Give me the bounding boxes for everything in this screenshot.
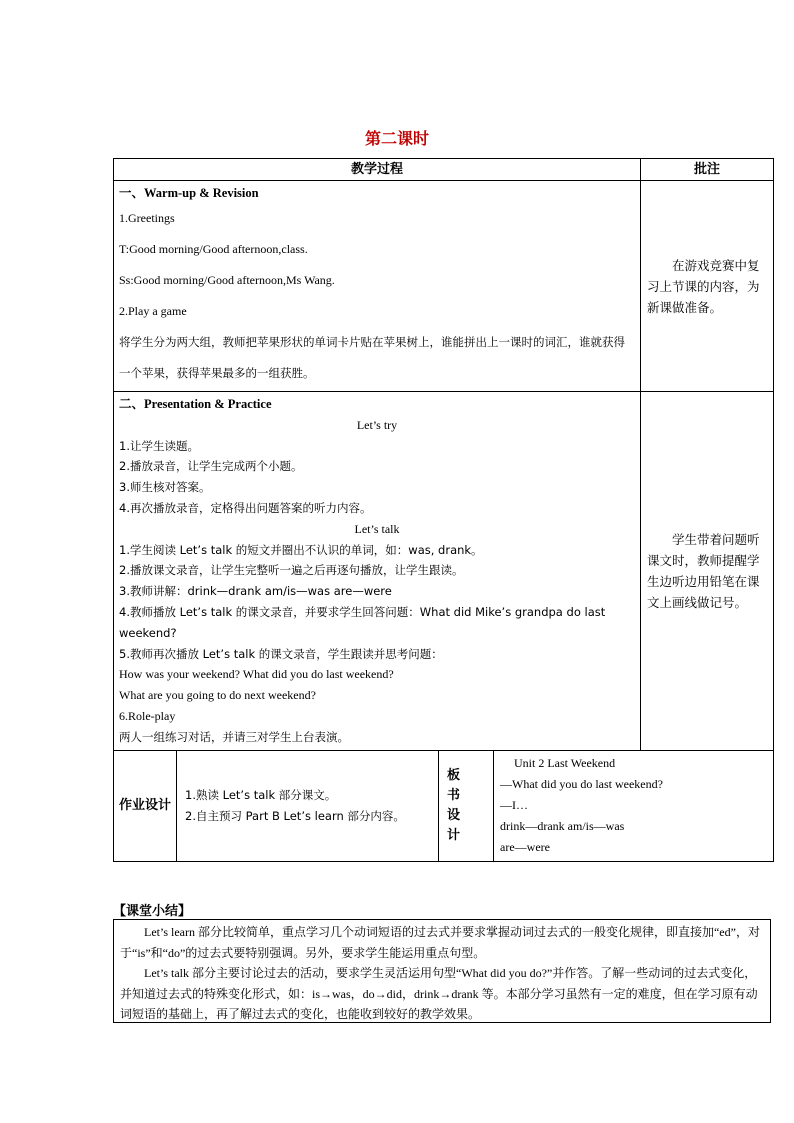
talk-line-1: 1.学生阅读 Let’s talk 的短文并圈出不认识的单词，如：was, drank。	[119, 542, 483, 557]
section-warmup-title: 一、Warm-up & Revision	[119, 186, 259, 200]
try-line-3: 3.师生核对答案。	[119, 480, 211, 495]
board-line-1: Unit 2 Last Weekend	[514, 755, 616, 770]
homework-board-row	[114, 750, 774, 861]
talk-line-9: 两人一组练习对话，并请三对学生上台表演。	[119, 729, 349, 744]
talk-line-4: 4.教师播放 Let’s talk 的课文录音，并要求学生回答问题：What did Mike’s grandpa do last weekend?	[119, 604, 606, 640]
warmup-line-4: 2.Play a game	[119, 304, 187, 318]
section-presentation-row	[114, 392, 774, 751]
header-process: 教学过程	[114, 159, 641, 181]
lets-try-heading: Let’s try	[356, 417, 398, 432]
section-presentation	[114, 392, 641, 751]
homework-label-cell	[114, 750, 177, 861]
try-line-2: 2.播放录音，让学生完成两个小题。	[119, 459, 303, 474]
board-label: 板书设计	[447, 767, 471, 843]
homework-content	[177, 750, 439, 861]
section-presentation-note-cell	[641, 392, 774, 751]
table-header-row	[114, 159, 774, 181]
lets-talk-heading: Let’s talk	[354, 521, 400, 536]
board-line-2: —What did you do last weekend?	[500, 776, 663, 791]
summary-paragraph-2: Let’s talk 部分主要讨论过去的活动，要求学生灵活运用句型“What did you do?”并作答。了解一些动词的过去式变化，并知道过去式的特殊变化形式，如：is→was，do→did，drink→drank 等。本部分学习虽然有一定的难度，但在学习原有动词短语的基础上，再了解过去式的变化，也能收到较好的教学效果。	[120, 966, 758, 1021]
summary-paragraph-1: Let’s learn 部分比较简单，重点学习几个动词短语的过去式并要求掌握动词过去式的一般变化规律，即直接加“ed”，对于“is”和“do”的过去式要特别强调。另外，要求学生能运用重点句型。	[120, 925, 760, 960]
board-label-cell	[439, 750, 494, 861]
section-warmup-note-cell	[641, 181, 774, 392]
summary-box	[113, 919, 771, 1023]
talk-line-8: 6.Role-play	[119, 708, 176, 723]
section-warmup-row	[114, 181, 774, 392]
board-line-4: drink—drank am/is—was	[500, 818, 625, 833]
homework-line-1: 1.熟读 Let’s talk 部分课文。	[185, 787, 337, 802]
warmup-line-1: 1.Greetings	[119, 211, 175, 225]
section-presentation-note: 学生带着问题听课文时，教师提醒学生边听边用铅笔在课文上画线做记号。	[647, 531, 760, 610]
talk-line-3: 3.教师讲解：drink—drank am/is—was are—were	[119, 584, 392, 599]
warmup-line-3: Ss:Good morning/Good afternoon,Ms Wang.	[119, 273, 335, 287]
homework-label: 作业设计	[118, 797, 171, 813]
page-title: 第二课时	[364, 129, 429, 148]
summary-label: 【课堂小结】	[113, 904, 192, 919]
talk-line-6: How was your weekend? What did you do last weekend?	[119, 667, 394, 682]
header-notes: 批注	[641, 159, 774, 181]
talk-line-5: 5.教师再次播放 Let’s talk 的课文录音，学生跟读并思考问题：	[119, 646, 443, 661]
section-warmup	[114, 181, 641, 392]
try-line-1: 1.让学生读题。	[119, 438, 199, 453]
talk-line-2: 2.播放课文录音，让学生完整听一遍之后再逐句播放，让学生跟读。	[119, 563, 464, 578]
homework-line-2: 2.自主预习 Part B Let’s learn 部分内容。	[185, 808, 405, 823]
section-presentation-title: 二、Presentation & Practice	[119, 397, 272, 411]
board-content	[494, 750, 774, 861]
try-line-4: 4.再次播放录音，定格得出问题答案的听力内容。	[119, 500, 372, 515]
warmup-line-5: 将学生分为两大组，教师把苹果形状的单词卡片贴在苹果树上，谁能拼出上一课时的词汇，谁就获得一个苹果，获得苹果最多的一组获胜。	[119, 335, 625, 380]
board-line-3: —I…	[500, 797, 528, 812]
lesson-table	[113, 158, 774, 862]
section-warmup-note: 在游戏竞赛中复习上节课的内容，为新课做准备。	[647, 257, 760, 315]
talk-line-7: What are you going to do next weekend?	[119, 688, 316, 703]
board-line-5: are—were	[500, 839, 550, 854]
warmup-line-2: T:Good morning/Good afternoon,class.	[119, 242, 308, 256]
